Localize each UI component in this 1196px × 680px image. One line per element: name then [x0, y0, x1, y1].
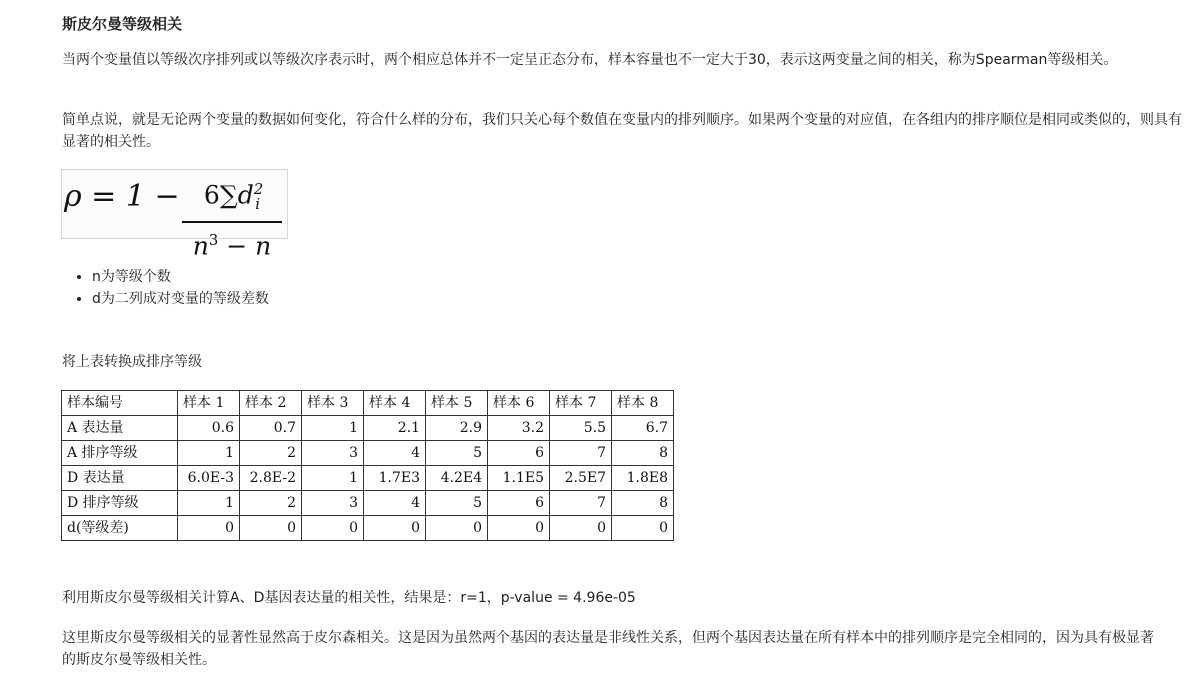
- table-cell: 5: [426, 491, 488, 516]
- explanation-paragraph: 简单点说，就是无论两个变量的数据如何变化，符合什么样的分布，我们只关心每个数值在变量内的排列顺序。如果两个变量的对应值，在各组内的排序顺位是相同或类似的，则具有显著的相关性。: [62, 112, 1182, 150]
- header-cell: 样本编号: [62, 391, 178, 416]
- table-cell: 8: [612, 491, 674, 516]
- table-cell: 1.8E8: [612, 466, 674, 491]
- table-cell: 4.2E4: [426, 466, 488, 491]
- table-cell: 1: [302, 466, 364, 491]
- header-cell: 样本 8: [612, 391, 674, 416]
- table-header-row: [62, 391, 674, 416]
- table-cell: 3: [302, 441, 364, 466]
- row-label-cell: D 表达量: [62, 466, 178, 491]
- table-cell: 3.2: [488, 416, 550, 441]
- table-cell: 5: [426, 441, 488, 466]
- section-heading: 斯皮尔曼等级相关: [62, 15, 183, 33]
- table-caption: 将上表转换成排序等级: [62, 354, 202, 370]
- table-cell: 0: [488, 516, 550, 541]
- formula-fraction: [180, 174, 284, 262]
- spearman-formula-image: [61, 169, 288, 261]
- table-row: [62, 466, 674, 491]
- table-cell: 5.5: [550, 416, 612, 441]
- table-row: [62, 516, 674, 541]
- table-cell: 0: [550, 516, 612, 541]
- table-row: [62, 441, 674, 466]
- intro-paragraph: 当两个变量值以等级次序排列或以等级次序表示时，两个相应总体并不一定呈正态分布，样本容量也不一定大于30，表示这两变量之间的相关，称为Spearman等级相关。: [62, 52, 1118, 68]
- rank-table-image: [61, 390, 674, 541]
- table-cell: 6: [488, 441, 550, 466]
- table-cell: 0: [364, 516, 426, 541]
- table-cell: 6.0E-3: [178, 466, 240, 491]
- table-cell: 0.6: [178, 416, 240, 441]
- table-cell: 0: [612, 516, 674, 541]
- table-cell: 8: [612, 441, 674, 466]
- table-cell: 6: [488, 491, 550, 516]
- table-row: [62, 491, 674, 516]
- definition-list: [62, 266, 269, 310]
- result-paragraph: 利用斯皮尔曼等级相关计算A、D基因表达量的相关性，结果是：r=1，p-value = 4.96e-05: [62, 590, 636, 606]
- rank-table: [61, 390, 674, 541]
- table-cell: 0: [240, 516, 302, 541]
- header-cell: 样本 6: [488, 391, 550, 416]
- header-cell: 样本 7: [550, 391, 612, 416]
- table-cell: 1: [302, 416, 364, 441]
- row-label-cell: A 表达量: [62, 416, 178, 441]
- formula-numerator: $6\sum d^2_i$: [203, 180, 264, 214]
- row-label-cell: A 排序等级: [62, 441, 178, 466]
- table-cell: 4: [364, 441, 426, 466]
- formula-lhs: ρ = 1 −: [64, 179, 180, 214]
- table-cell: 1: [178, 491, 240, 516]
- table-cell: 2.5E7: [550, 466, 612, 491]
- table-cell: 2: [240, 491, 302, 516]
- formula-denominator: $n^3 - n$: [192, 231, 272, 261]
- row-label-cell: D 排序等级: [62, 491, 178, 516]
- row-label-cell: d(等级差): [62, 516, 178, 541]
- table-cell: 0.7: [240, 416, 302, 441]
- table-cell: 2.8E-2: [240, 466, 302, 491]
- table-cell: 7: [550, 441, 612, 466]
- conclusion-paragraph: 这里斯皮尔曼等级相关的显著性显然高于皮尔森相关。这是因为虽然两个基因的表达量是非线性关系，但两个基因表达量在所有样本中的排列顺序是完全相同的，因为具有极显著的斯皮尔曼等级相关性。: [62, 630, 1154, 668]
- header-cell: 样本 3: [302, 391, 364, 416]
- list-item: • n为等级个数: [92, 266, 269, 288]
- table-cell: 7: [550, 491, 612, 516]
- header-cell: 样本 5: [426, 391, 488, 416]
- table-cell: 0: [426, 516, 488, 541]
- table-cell: 2.9: [426, 416, 488, 441]
- table-row: [62, 416, 674, 441]
- table-cell: 0: [178, 516, 240, 541]
- list-item: • d为二列成对变量的等级差数: [92, 288, 269, 310]
- table-cell: 1.1E5: [488, 466, 550, 491]
- table-cell: 4: [364, 491, 426, 516]
- header-cell: 样本 1: [178, 391, 240, 416]
- table-cell: 1.7E3: [364, 466, 426, 491]
- table-cell: 1: [178, 441, 240, 466]
- header-cell: 样本 2: [240, 391, 302, 416]
- table-cell: 0: [302, 516, 364, 541]
- table-cell: 3: [302, 491, 364, 516]
- header-cell: 样本 4: [364, 391, 426, 416]
- table-cell: 2: [240, 441, 302, 466]
- table-cell: 2.1: [364, 416, 426, 441]
- fraction-bar: [182, 221, 282, 223]
- table-cell: 6.7: [612, 416, 674, 441]
